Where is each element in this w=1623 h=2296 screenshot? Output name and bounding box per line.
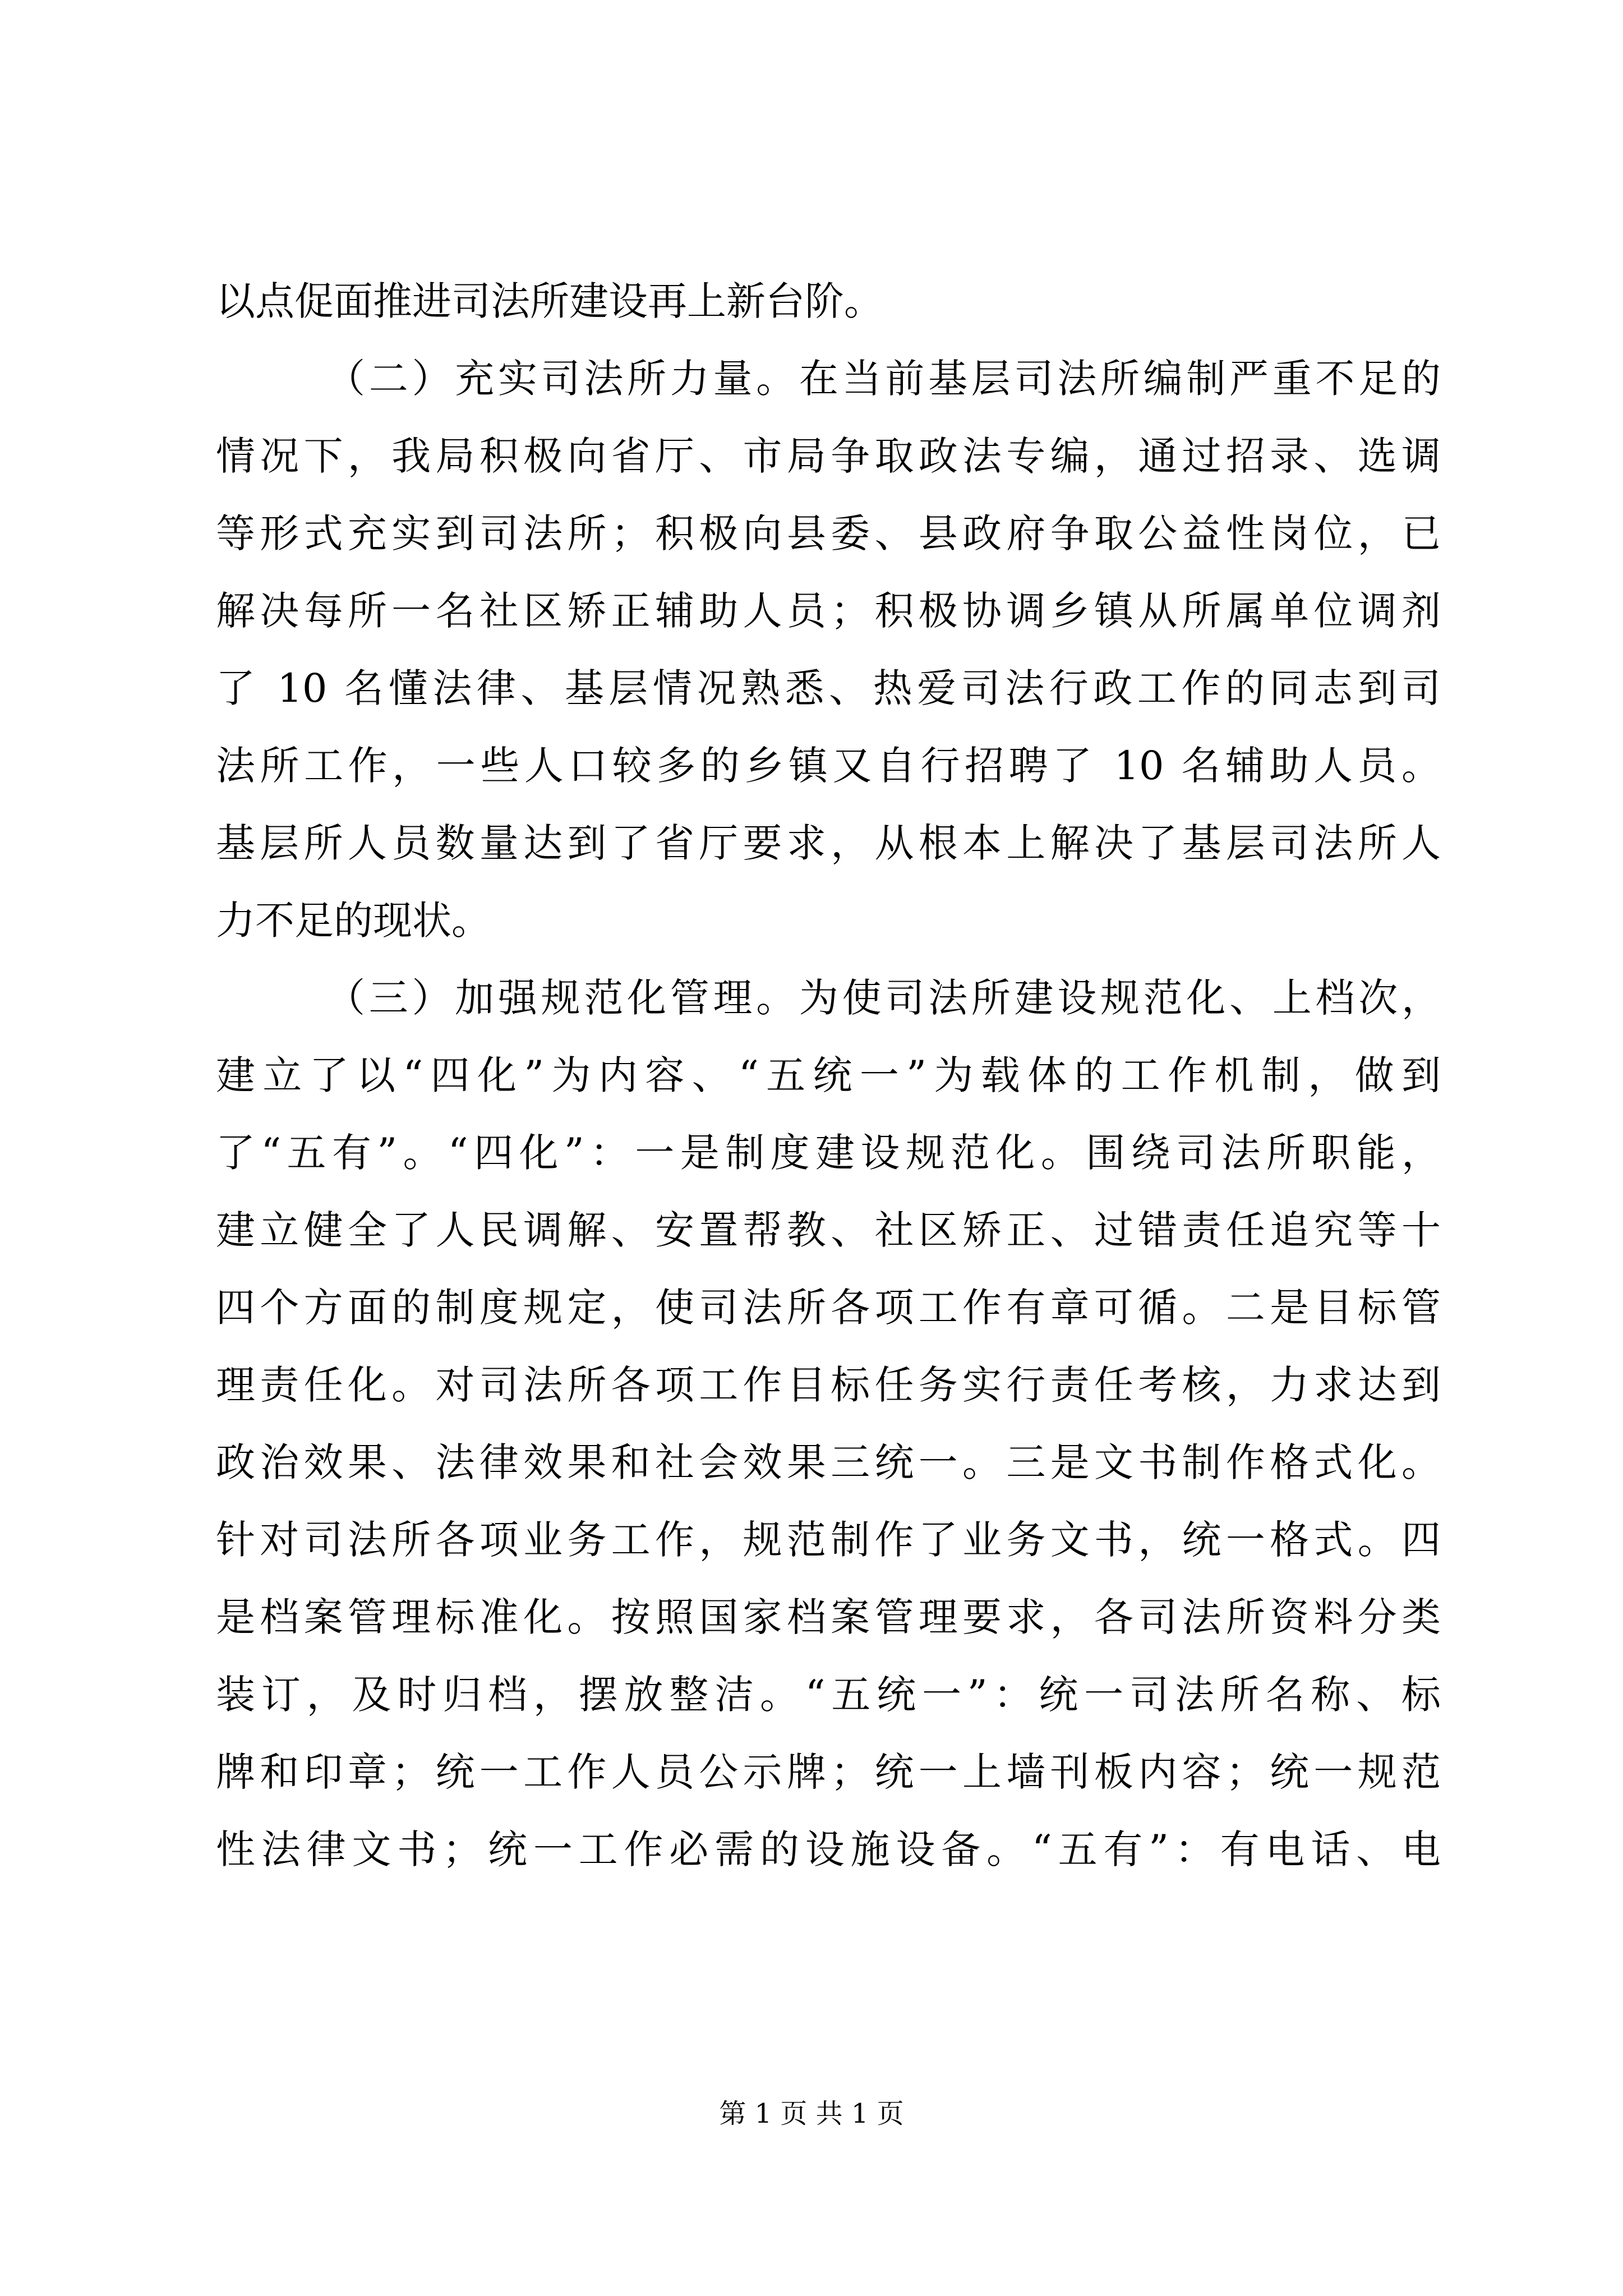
- text-line-18: 是档案管理标准化。按照国家档案管理要求，各司法所资料分类: [216, 1594, 1441, 1640]
- text-line-1: 以点促面推进司法所建设再上新台阶。: [216, 278, 883, 324]
- text-line-16: 政治效果、法律效果和社会效果三统一。三是文书制作格式化。: [216, 1439, 1441, 1485]
- text-line-20: 牌和印章；统一工作人员公示牌；统一上墙刊板内容；统一规范: [216, 1749, 1441, 1795]
- text-line-14: 四个方面的制度规定，使司法所各项工作有章可循。二是目标管: [216, 1285, 1441, 1331]
- page-number-label: 第 1 页 共 1 页: [719, 2098, 904, 2129]
- text-line-3: 情况下，我局积极向省厅、市局争取政法专编，通过招录、选调: [216, 433, 1441, 479]
- text-line-12: 了“五有”。“四化”：一是制度建设规范化。围绕司法所职能，: [216, 1130, 1441, 1176]
- text-line-5: 解决每所一名社区矫正辅助人员；积极协调乡镇从所属单位调剂: [216, 588, 1441, 634]
- text-line-13: 建立健全了人民调解、安置帮教、社区矫正、过错责任追究等十: [216, 1207, 1441, 1253]
- document-body: [216, 263, 1441, 1888]
- text-line-11: 建立了以“四化”为内容、“五统一”为载体的工作机制，做到: [216, 1052, 1441, 1098]
- text-line-15: 理责任化。对司法所各项工作目标任务实行责任考核，力求达到: [216, 1362, 1441, 1408]
- text-line-2: （二）充实司法所力量。在当前基层司法所编制严重不足的: [326, 356, 1441, 402]
- page-footer: [0, 2097, 1623, 2131]
- text-line-7: 法所工作，一些人口较多的乡镇又自行招聘了 10 名辅助人员。: [216, 743, 1441, 789]
- text-line-6: 了 10 名懂法律、基层情况熟悉、热爱司法行政工作的同志到司: [216, 665, 1441, 711]
- text-line-4: 等形式充实到司法所；积极向县委、县政府争取公益性岗位，已: [216, 510, 1441, 556]
- text-line-8: 基层所人员数量达到了省厅要求，从根本上解决了基层司法所人: [216, 820, 1441, 866]
- text-line-10: （三）加强规范化管理。为使司法所建设规范化、上档次，: [326, 975, 1441, 1021]
- text-line-9: 力不足的现状。: [216, 898, 491, 944]
- text-line-17: 针对司法所各项业务工作，规范制作了业务文书，统一格式。四: [216, 1517, 1441, 1563]
- text-line-19: 装订，及时归档，摆放整洁。“五统一”：统一司法所名称、标: [216, 1672, 1441, 1718]
- text-line-21: 性法律文书；统一工作必需的设施设备。“五有”：有电话、电: [216, 1826, 1441, 1872]
